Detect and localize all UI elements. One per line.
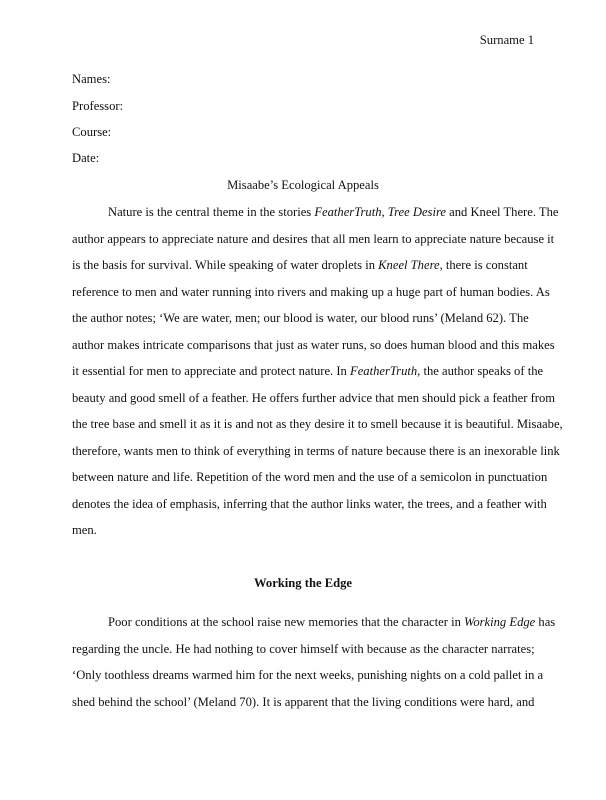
text-run: regarding the uncle. He had nothing to cover himself with because as the character narrates; — [72, 641, 535, 656]
text-run: between nature and life. Repetition of the word men and the use of a semicolon in punctuation — [72, 470, 548, 484]
text-line — [72, 491, 547, 518]
essay-title: Misaabe’s Ecological Appeals — [227, 178, 379, 192]
text-run: beauty and good smell of a feather. He offers further advice that men should pick a feather from — [72, 390, 556, 405]
course-line: Course: — [72, 125, 112, 139]
text-line — [72, 609, 556, 636]
running-head: Surname 1 — [479, 33, 534, 47]
text-line — [72, 279, 550, 306]
text-run: shed behind the school’ (Meland 70). It is apparent that the living conditions were hard, and — [72, 694, 535, 709]
text-line — [72, 305, 538, 332]
text-line — [72, 464, 548, 491]
text-run: is the basis for survival. While speaking of water droplets in — [72, 258, 379, 272]
body-paragraph-1 — [72, 199, 563, 544]
text-line — [72, 411, 563, 438]
text-run: it essential for men to appreciate and protect nature. In — [72, 364, 350, 378]
text-run: men. — [72, 523, 97, 537]
text-run: denotes the idea of emphasis, inferring that the author links water, the trees, and a feather with — [72, 496, 547, 511]
text-run: author appears to appreciate nature and desires that all men learn to appreciate nature because it — [72, 231, 555, 246]
text-run: the author notes; ‘We are water, men; our blood is water, our blood runs’ (Meland 62). The — [72, 311, 529, 325]
text-run: , there is constant — [439, 258, 528, 272]
italic-title: Kneel There — [378, 258, 440, 272]
text-line — [72, 689, 538, 716]
date-line: Date: — [72, 151, 100, 165]
text-line — [72, 385, 556, 412]
text-run: ‘Only toothless dreams warmed him for the next weeks, punishing nights on a cold pallet in a — [72, 668, 544, 682]
italic-title: FeatherTruth, — [350, 364, 421, 378]
professor-line: Professor: — [72, 99, 124, 113]
text-run: Poor conditions at the school raise new memories that the character in — [108, 615, 465, 629]
text-line — [72, 226, 555, 253]
text-line — [72, 636, 538, 663]
section-heading: Working the Edge — [254, 576, 352, 590]
italic-title: FeatherTruth, Tree Desire — [314, 205, 446, 219]
text-line — [72, 199, 559, 226]
text-run: and Kneel There. The — [445, 205, 559, 219]
text-run: the author speaks of the — [420, 364, 544, 378]
text-run: therefore, wants men to think of everything in terms of nature because there is an inexorable link — [72, 443, 560, 458]
text-run: reference to men and water running into rivers and making up a huge part of human bodies. As — [72, 284, 550, 299]
text-line — [72, 252, 538, 279]
italic-title: Working Edge — [464, 615, 536, 629]
text-line — [72, 662, 544, 689]
text-line — [72, 358, 544, 385]
text-run: author makes intricate comparisons that just as water runs, so does human blood and this makes — [72, 337, 555, 352]
names-line: Names: — [72, 72, 111, 86]
text-run: the tree base and smell it as it is and not as they desire it to smell because it is beautiful. Misaabe, — [72, 417, 563, 431]
text-line — [72, 332, 555, 359]
text-line — [72, 438, 560, 465]
body-paragraph-2 — [72, 609, 556, 715]
text-run: Nature is the central theme in the stories — [108, 205, 315, 219]
text-line — [72, 517, 538, 544]
text-run: has — [535, 615, 556, 629]
